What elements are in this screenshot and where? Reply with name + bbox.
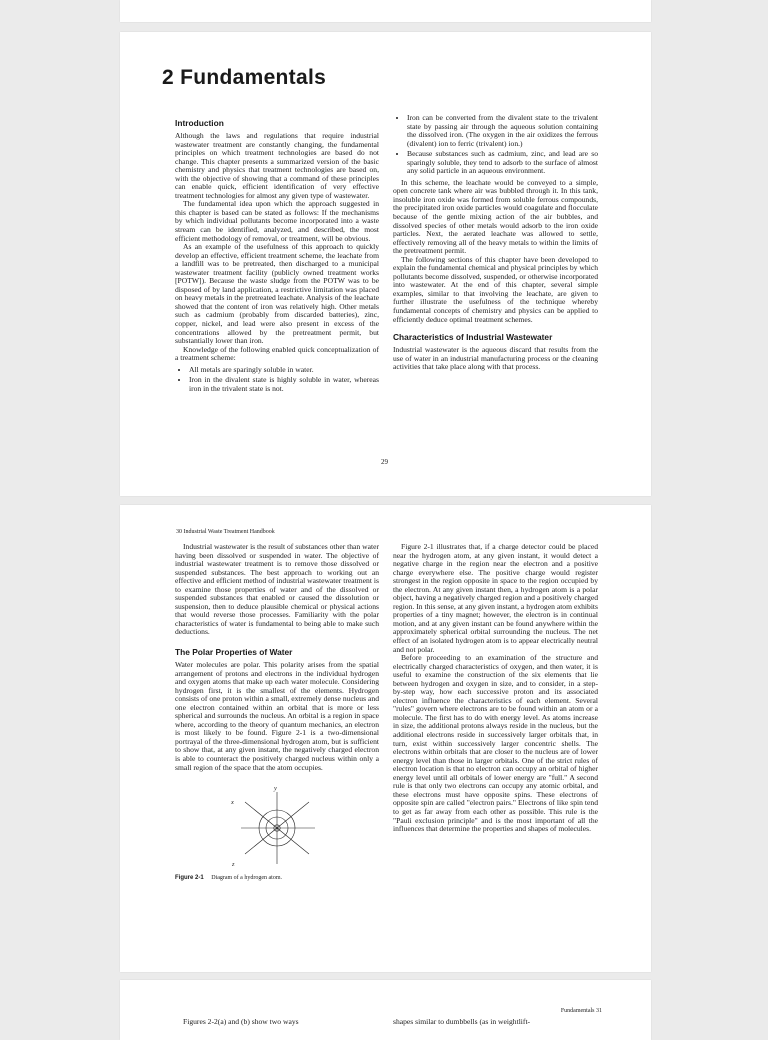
page31-left-column (175, 1018, 379, 1027)
paragraph: The following sections of this chapter have been developed to explain the fundamental chemical and physical principles by which pollutants become dissolved, suspended, or otherwise incorporated into wastewater. At the end of this chapter, several simple examples, similar to that involving the leachate, are given to further illustrate the usefulness of the technique whereby fundamental concepts of chemistry and physics can be applied to efficiently deduce optimal treatment schemes. (393, 254, 598, 324)
hydrogen-atom-diagram (175, 782, 379, 872)
paragraph: Figure 2-1 illustrates that, if a charge detector could be placed near the hydrogen atom, at any given instant, it would detect a negative charge in the region near the electron and a positive charge everywhere else. The positive charge would register strongest in the region opposite in space to the region occupied by the electron. At any given instant then, a hydrogen atom is a polar object, having a negatively charged region and a positively charged region. In this sense, at any given instant, a hydrogen atom exhibits properties of a tiny magnet; however, the electron is in continual motion, and at any given instant can be found anywhere within the approximately spherical orbital surrounding the nucleus. The net effect of an isolated hydrogen atom is to appear electrically neutral and not polar. (393, 542, 598, 654)
document-page-31 (120, 980, 651, 1040)
page30-right-column (393, 543, 598, 834)
paragraph: Water molecules are polar. This polarity arises from the spatial arrangement of protons and electrons in the individual hydrogen and oxygen atoms that make up each water molecule. Considering hydrogen first, it is the smallest of the elements. Hydrogen consists of one proton within a small, extremely dense nucleus and one electron contained within an orbital that is more or less spherical and surrounds the nucleus. An orbital is a region in space where, according to the theory of quantum mechanics, an electron is most likely to be found. Figure 2-1 is a two-dimensional portrayal of the three-dimensional hydrogen atom, but is sufficient to show that, at any given instant, the negatively charged electron is able to counteract the positively charged nucleus within only a small region of the space that the atom occupies. (175, 660, 379, 772)
running-head: 30 Industrial Waste Treatment Handbook (176, 529, 275, 535)
list-item: • Iron in the divalent state is highly soluble in water, whereas iron in the trivalent state is not. (189, 376, 379, 393)
list-item: • Iron can be converted from the divalent state to the trivalent state by passing air through the aqueous solution containing the dissolved iron. (The oxygen in the air oxidizes the ferrous (divalent) ion to ferric (trivalent) ion.) (407, 114, 598, 148)
paragraph: Industrial wastewater is the aqueous discard that results from the use of water in an industrial manufacturing process or the cleaning activities that take place along with that process. (393, 345, 598, 372)
paragraph: Figures 2-2(a) and (b) show two ways (183, 1017, 299, 1026)
paragraph: Although the laws and regulations that require industrial wastewater treatment are constantly changing, the fundamental principles on which treatment technologies are based do not change. This chapter presents a summarized version of the basic chemistry and physics that treatment technologies are based on, with the objective of showing that a command of these principles can enable quick, efficient identification of very effective treatment technologies for almost any given type of wastewater. (175, 131, 379, 200)
axis-label-x: x (231, 799, 234, 807)
figure-2-1 (175, 782, 379, 872)
paragraph: Industrial wastewater is the result of substances other than water having been dissolved or suspended in water. The objective of industrial wastewater treatment is to remove those dissolved or suspended substances. The best approach to working out an effective and efficient method of industrial wastewater treatment is to examine those properties of water and of the dissolved or suspended substances that enabled or caused the dissolution or suspension, then to deduce plausible chemical or physical actions that would reverse those processes. Familiarity with the polar characteristics of water is fundamental to being able to make such deductions. (175, 542, 379, 637)
figure-caption-text: Diagram of a hydrogen atom. (211, 875, 282, 882)
section-heading-characteristics: Characteristics of Industrial Wastewater (393, 332, 553, 343)
axis-label-z: z (232, 861, 235, 869)
section-heading-introduction: Introduction (175, 118, 224, 128)
paragraph: Before proceeding to an examination of the structure and electrically charged characteristics of oxygen, and then water, it is useful to examine the construction of the six elements that lie between hydrogen and oxygen in size, and to consider, in a step-by-step way, how each successive proton and its associated electron influence the characteristics of each element. Several "rules" govern where electrons are to be found within an atom or a molecule. The first has to do with energy level. As atoms increase in size, the additional protons always reside in the nucleus, but the additional electrons reside in successively larger orbitals that, in turn, exist within successively larger concentric shells. The electrons within orbitals that are closer to the nucleus are of lower energy level than those in larger orbitals. One of the strict rules of electron location is that no electron can occupy an orbital of higher energy level until all orbitals of lower energy are "full." A second rule is that only two electrons can occupy any atomic orbital, and these electrons must have opposite spins. These electrons of opposite spin are called "electron pairs." Electrons of like spin tend to get as far away from each other as possible. This rule is the "Pauli exclusion principle" and is the most important of all the influences that determine the properties and shapes of molecules. (393, 653, 598, 834)
previous-page-bottom (120, 0, 651, 22)
page31-right-column (393, 1018, 598, 1027)
document-page-30 (120, 505, 651, 972)
chapter-title: 2 Fundamentals (162, 66, 327, 89)
list-item: • Because substances such as cadmium, zinc, and lead are so sparingly soluble, they tend to adsorb to the surface of almost any solid particle in an aqueous environment. (407, 150, 598, 176)
page-number: 29 (381, 458, 388, 466)
page29-left-column (175, 114, 379, 396)
running-head: Fundamentals 31 (560, 1008, 602, 1014)
axis-label-y: y (274, 785, 277, 793)
figure-label: Figure 2-1 (175, 875, 204, 882)
paragraph: In this scheme, the leachate would be conveyed to a simple, open concrete tank where air was bubbled through it. In this tank, insoluble iron oxide was formed from soluble ferrous compounds, the precipitated iron oxide particles would coagulate and flocculate because of the gentle mixing action of the air bubbles, and dissolved species of other metals would adsorb to the iron oxide particles. Next, the aerated leachate was allowed to settle, effectively removing all of the heavy metals to within the limits of the pretreatment permit. (393, 177, 598, 256)
bullet-list (393, 114, 598, 176)
paragraph: shapes similar to dumbbells (as in weightlift- (393, 1017, 531, 1026)
paragraph: The fundamental idea upon which the approach suggested in this chapter is based can be stated as follows: If the mechanisms by which individual pollutants become incorporated into a waste stream can be identified, analyzed, and described, the most efficient methodology of removal, or treatment, will be obvious. (175, 199, 379, 243)
paragraph: As an example of the usefulness of this approach to quickly develop an effective, efficient treatment scheme, the leachate from a landfill was to be pretreated, then discharged to a municipal wastewater treatment facility (publicly owned treatment works [POTW]). Because the waste sludge from the POTW was to be disposed of by land application, a restrictive limitation was placed on heavy metals in the pretreated leachate. Analysis of the leachate showed that the content of iron was relatively high. Other metals such as cadmium (probably from discarded batteries), zinc, copper, nickel, and lead were also present in excess of the concentrations allowed by the pretreatment permit, but substantially lower than iron. (175, 242, 379, 346)
page29-right-column (393, 114, 598, 372)
document-page-29 (120, 32, 651, 496)
svg-text:+: + (275, 826, 280, 833)
bullet-list (175, 366, 379, 394)
figure-caption (175, 874, 379, 882)
list-item: • All metals are sparingly soluble in water. (189, 366, 379, 375)
paragraph: Knowledge of the following enabled quick conceptualization of a treatment scheme: (175, 344, 379, 363)
section-heading-polar-properties: The Polar Properties of Water (175, 647, 293, 658)
page30-left-column (175, 543, 379, 882)
